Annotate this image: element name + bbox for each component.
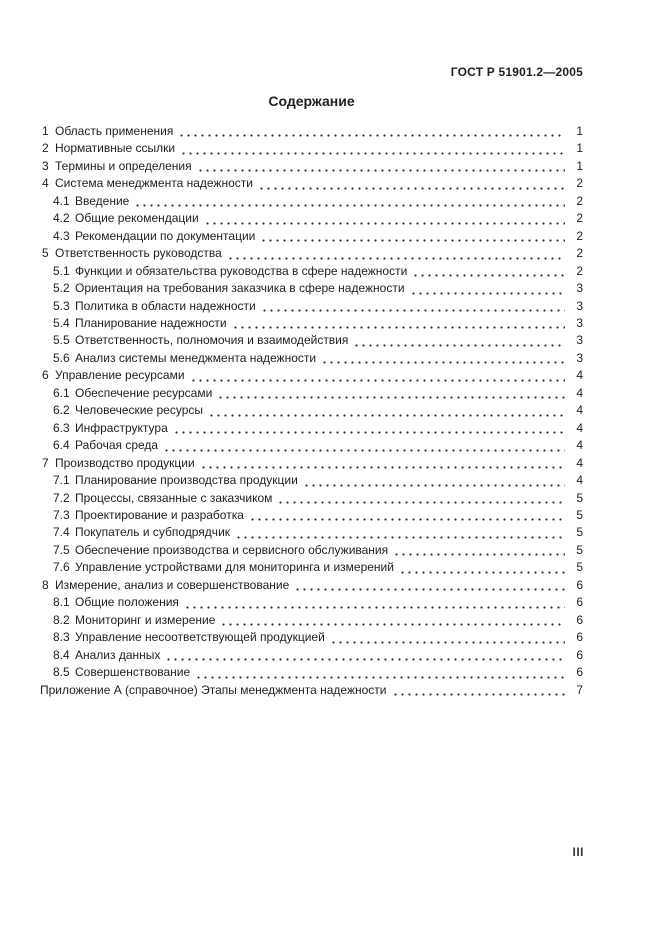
toc-entry-number: 5.1 <box>53 263 70 278</box>
toc-entry-title: Приложение А (справочное) Этапы менеджмента надежности <box>40 682 387 697</box>
toc-entry <box>40 332 583 349</box>
toc-entry-page: 4 <box>576 473 583 488</box>
dot-leader <box>194 664 565 681</box>
toc-entry-number: 8.2 <box>53 612 70 627</box>
toc-entry-page: 5 <box>576 560 583 575</box>
toc-entry-title: Общие рекомендации <box>75 211 199 226</box>
toc-entry-page: 4 <box>576 438 583 453</box>
toc-entry-number: 7.1 <box>53 473 70 488</box>
dot-leader <box>411 263 565 280</box>
toc-entry-number: 3 <box>42 158 49 173</box>
toc-entry <box>40 647 583 664</box>
toc-entry-title: Управление устройствами для мониторинга и измерений <box>75 560 394 575</box>
dot-leader <box>179 140 565 157</box>
dot-leader <box>409 280 565 297</box>
toc-entry-number: 8 <box>42 577 49 592</box>
toc-entry-number: 6.3 <box>53 420 70 435</box>
dot-leader <box>226 245 565 262</box>
toc-entry-title: Рекомендации по документации <box>75 228 256 243</box>
dot-leader <box>183 594 565 611</box>
toc-entry <box>40 367 583 384</box>
toc-entry-title: Совершенствование <box>75 665 191 680</box>
toc-entry <box>40 612 583 629</box>
toc-entry-title: Политика в области надежности <box>75 298 256 313</box>
dot-leader <box>276 490 565 507</box>
toc-entry-number: 6.1 <box>53 385 70 400</box>
toc-entry-page: 5 <box>576 525 583 540</box>
dot-leader <box>162 437 565 454</box>
toc-entry-page: 4 <box>576 420 583 435</box>
dot-leader <box>260 298 565 315</box>
toc-entry-title: Планирование надежности <box>75 315 227 330</box>
toc-entry-title: Анализ системы менеджмента надежности <box>75 350 317 365</box>
toc-entry-title: Термины и определения <box>55 158 192 173</box>
page-number-roman: III <box>572 845 584 859</box>
toc-entry-title: Проектирование и разработка <box>75 507 244 522</box>
dot-leader <box>203 210 565 227</box>
toc-entry-number: 5.5 <box>53 333 70 348</box>
toc-entry-number: 7 <box>42 455 49 470</box>
toc-entry-page: 1 <box>576 124 583 138</box>
dot-leader <box>398 559 565 576</box>
toc-entry-title: Инфраструктура <box>75 420 168 435</box>
toc-entry-title: Обеспечение ресурсами <box>75 385 213 400</box>
dot-leader <box>293 577 565 594</box>
toc-entry-title: Нормативные ссылки <box>55 141 176 156</box>
toc-entry-title: Ориентация на требования заказчика в сфере надежности <box>75 281 405 296</box>
toc-entry <box>40 315 583 332</box>
toc-entry-number: 8.1 <box>53 595 70 610</box>
toc-entry-number: 7.6 <box>53 560 70 575</box>
toc-entry-title: Функции и обязательства руководства в сфере надежности <box>75 263 408 278</box>
toc-entry-page: 3 <box>576 281 583 296</box>
toc-entry <box>40 140 583 157</box>
toc-entry-title: Управление ресурсами <box>55 368 185 383</box>
dot-leader <box>177 123 565 140</box>
dot-leader <box>392 542 565 559</box>
toc-entry <box>40 385 583 402</box>
toc-entry-number: 4 <box>42 176 49 191</box>
toc-entry <box>40 682 583 699</box>
toc-entry-title: Ответственность, полномочия и взаимодействия <box>75 333 349 348</box>
toc-entry-title: Система менеджмента надежности <box>55 176 253 191</box>
toc-entry-page: 2 <box>576 263 583 278</box>
toc-entry-title: Производство продукции <box>55 455 195 470</box>
toc-entry-number: 7.4 <box>53 525 70 540</box>
toc-entry-number: 4.2 <box>53 211 70 226</box>
toc-entry-page: 6 <box>576 595 583 610</box>
toc-entry-page: 6 <box>576 612 583 627</box>
toc-entry-title: Управление несоответствующей продукцией <box>75 630 325 645</box>
toc-entry-number: 7.3 <box>53 507 70 522</box>
toc-entry-number: 5.4 <box>53 315 70 330</box>
toc-entry <box>40 280 583 297</box>
toc-entry-page: 6 <box>576 577 583 592</box>
toc-entry <box>40 298 583 315</box>
toc-list <box>40 123 583 699</box>
toc-entry <box>40 559 583 576</box>
toc-entry-page: 2 <box>576 176 583 191</box>
dot-leader <box>248 507 565 524</box>
toc-entry-title: Рабочая среда <box>75 438 159 453</box>
toc-entry <box>40 542 583 559</box>
dot-leader <box>172 420 565 437</box>
toc-entry <box>40 629 583 646</box>
dot-leader <box>219 612 565 629</box>
toc-entry-number: 1 <box>42 124 49 138</box>
toc-entry-number: 4.3 <box>53 228 70 243</box>
toc-entry-title: Измерение, анализ и совершенствование <box>55 577 290 592</box>
document-designation: ГОСТ Р 51901.2—2005 <box>450 65 583 79</box>
toc-entry-number: 4.1 <box>53 193 70 208</box>
toc-entry-number: 5 <box>42 246 49 261</box>
toc-entry-number: 5.2 <box>53 281 70 296</box>
toc-entry <box>40 263 583 280</box>
toc-entry <box>40 472 583 489</box>
toc-entry <box>40 193 583 210</box>
toc-entry-page: 6 <box>576 630 583 645</box>
toc-entry <box>40 402 583 419</box>
dot-leader <box>207 402 565 419</box>
toc-entry-page: 7 <box>576 682 583 697</box>
toc-entry-number: 8.3 <box>53 630 70 645</box>
toc-entry-page: 3 <box>576 315 583 330</box>
toc-entry-page: 3 <box>576 350 583 365</box>
dot-leader <box>196 158 565 175</box>
page-title: Содержание <box>268 93 355 109</box>
toc-entry-number: 5.3 <box>53 298 70 313</box>
toc-entry-number: 2 <box>42 141 49 156</box>
toc-entry-page: 2 <box>576 211 583 226</box>
toc-entry-page: 4 <box>576 403 583 418</box>
toc-entry-title: Обеспечение производства и сервисного обслуживания <box>75 542 389 557</box>
toc-entry-page: 1 <box>576 141 583 156</box>
toc-entry <box>40 210 583 227</box>
toc-entry-number: 8.4 <box>53 647 70 662</box>
toc-entry-title: Анализ данных <box>75 647 161 662</box>
toc-entry-page: 5 <box>576 507 583 522</box>
dot-leader <box>391 682 566 699</box>
toc-entry <box>40 123 583 140</box>
toc-entry-page: 6 <box>576 647 583 662</box>
toc-entry-title: Общие положения <box>75 595 179 610</box>
dot-leader <box>133 193 565 210</box>
toc-entry-title: Планирование производства продукции <box>75 473 298 488</box>
toc-entry <box>40 437 583 454</box>
toc-entry <box>40 350 583 367</box>
dot-leader <box>352 332 565 349</box>
toc-entry <box>40 594 583 611</box>
toc-entry-title: Введение <box>75 193 130 208</box>
toc-entry-page: 3 <box>576 333 583 348</box>
toc-entry <box>40 507 583 524</box>
dot-leader <box>234 524 565 541</box>
dot-leader <box>320 350 565 367</box>
toc-entry-number: 6 <box>42 368 49 383</box>
toc-entry-number: 7.5 <box>53 542 70 557</box>
toc-entry-page: 2 <box>576 193 583 208</box>
toc-entry-title: Покупатель и субподрядчик <box>75 525 231 540</box>
toc-entry-page: 1 <box>576 158 583 173</box>
toc-entry <box>40 245 583 262</box>
dot-leader <box>231 315 565 332</box>
dot-leader <box>189 367 565 384</box>
toc-entry-number: 6.4 <box>53 438 70 453</box>
toc-entry <box>40 577 583 594</box>
toc-entry <box>40 490 583 507</box>
toc-entry-page: 2 <box>576 246 583 261</box>
dot-leader <box>216 385 565 402</box>
toc-entry <box>40 158 583 175</box>
toc-entry-page: 2 <box>576 228 583 243</box>
toc-entry <box>40 524 583 541</box>
dot-leader <box>257 175 565 192</box>
toc-entry-page: 5 <box>576 542 583 557</box>
toc-entry-title: Человеческие ресурсы <box>75 403 203 418</box>
toc-entry-title: Область применения <box>55 124 174 138</box>
toc-entry <box>40 664 583 681</box>
toc-entry-number: 7.2 <box>53 490 70 505</box>
dot-leader <box>164 647 565 664</box>
toc-entry <box>40 420 583 437</box>
toc-entry-page: 3 <box>576 298 583 313</box>
toc-entry-title: Мониторинг и измерение <box>75 612 216 627</box>
toc-entry-number: 8.5 <box>53 665 70 680</box>
toc-entry-title: Ответственность руководства <box>55 246 222 261</box>
toc-entry-title: Процессы, связанные с заказчиком <box>75 490 273 505</box>
dot-leader <box>199 455 565 472</box>
toc-entry-page: 6 <box>576 665 583 680</box>
toc-entry-page: 4 <box>576 368 583 383</box>
toc-entry-number: 6.2 <box>53 403 70 418</box>
dot-leader <box>329 629 565 646</box>
dot-leader <box>259 228 565 245</box>
toc-entry <box>40 455 583 472</box>
toc-entry <box>40 228 583 245</box>
dot-leader <box>302 472 565 489</box>
toc-entry <box>40 175 583 192</box>
toc-entry-page: 4 <box>576 455 583 470</box>
toc-entry-page: 5 <box>576 490 583 505</box>
toc-entry-number: 5.6 <box>53 350 70 365</box>
toc-entry-page: 4 <box>576 385 583 400</box>
